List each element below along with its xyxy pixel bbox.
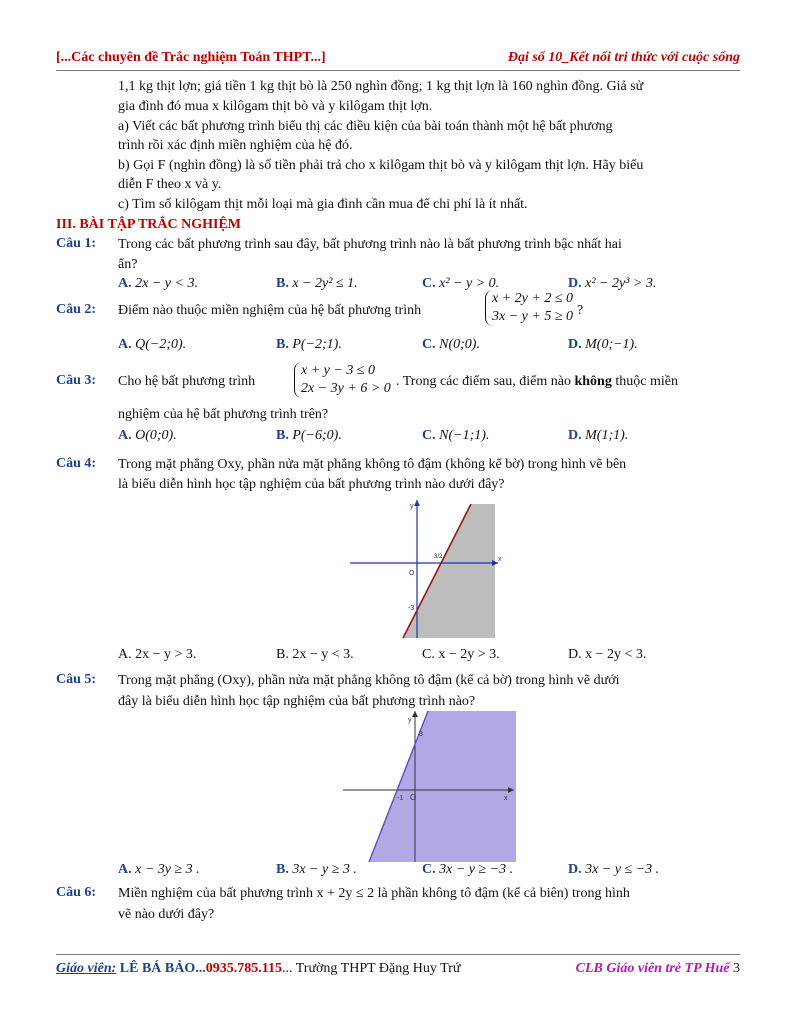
q6-number: Câu 6: <box>56 885 97 900</box>
q1-option-c-label: C. <box>422 276 436 291</box>
q4-text-1: Trong mặt phẳng Oxy, phần nửa mặt phẳng không tô đậm (không kể bờ) trong hình vẽ bên <box>118 457 627 472</box>
q2-system-eq2: 3x − y + 5 ≥ 0 <box>492 309 574 324</box>
q2-number: Câu 2: <box>56 302 97 317</box>
intro-line-5: b) Gọi F (nghìn đồng) là số tiền phải trả cho x kilôgam thịt bò và y kilôgam thịt lợn. Hãy biểu <box>118 158 644 173</box>
q3-option-a-text: O(0;0). <box>135 428 177 443</box>
q3-text-2: nghiệm của hệ bất phương trình trên? <box>118 407 329 422</box>
q5-x-tick-label: -1 <box>397 795 404 802</box>
q2-option-a-label: A. <box>118 337 132 352</box>
q3-option-c[interactable] <box>422 428 489 444</box>
footer-label: Giáo viên: <box>56 961 117 976</box>
section-title: III. BÀI TẬP TRẮC NGHIỆM <box>56 217 242 232</box>
q5-option-d[interactable] <box>568 862 659 878</box>
q5-y-tick-label: 3 <box>419 731 423 738</box>
q3-option-b-text: P(−6;0). <box>292 428 342 443</box>
q4-y-label: y <box>410 503 414 510</box>
footer-phone: 0935.785.115 <box>205 961 282 976</box>
q5-option-c[interactable] <box>422 862 513 878</box>
q1-option-b[interactable] <box>276 276 358 292</box>
q2-option-a[interactable] <box>118 337 186 353</box>
q5-shaded-region <box>369 711 516 862</box>
q5-y-arrow-icon <box>412 711 418 717</box>
q4-option-c[interactable]: C. x − 2y > 3. <box>422 647 500 662</box>
q5-option-b[interactable] <box>276 862 357 878</box>
q1-text-1: Trong các bất phương trình sau đây, bất phương trình nào là bất phương trình bậc nhất hai <box>118 237 622 252</box>
footer-club: CLB Giáo viên trẻ TP Huế <box>575 961 730 976</box>
q1-option-c-text: x² − y > 0. <box>439 276 500 291</box>
q5-text-1: Trong mặt phẳng (Oxy), phần nửa mặt phẳng không tô đậm (kể cả bờ) trong hình vẽ dưới <box>118 673 620 688</box>
intro-line-2: gia đình đó mua x kilôgam thịt bò và y kilôgam thịt lợn. <box>118 99 433 114</box>
q3-system-eq2: 2x − 3y + 6 > 0 <box>301 381 391 396</box>
q5-option-a-label: A. <box>118 862 132 877</box>
q2-text: Điểm nào thuộc miền nghiệm của hệ bất phương trình <box>118 303 422 318</box>
q5-option-d-text: 3x − y ≤ −3 . <box>585 862 660 877</box>
header-series-title: [...Các chuyên đề Trắc nghiệm Toán THPT...] <box>56 50 326 65</box>
intro-line-4: trình rồi xác định miền nghiệm của hệ đó. <box>118 138 353 153</box>
q3-option-b-label: B. <box>276 428 289 443</box>
q3-option-d[interactable] <box>568 428 628 444</box>
q4-option-d[interactable]: D. x − 2y < 3. <box>568 647 647 662</box>
q4-option-a[interactable]: A. 2x − y > 3. <box>118 647 197 662</box>
q3-text-bold: không <box>574 374 612 389</box>
q5-graph <box>338 708 523 864</box>
page-header <box>56 50 740 71</box>
q1-number: Câu 1: <box>56 236 97 251</box>
q4-origin-label: O <box>409 570 415 577</box>
q2-option-d[interactable] <box>568 337 638 353</box>
q2-system <box>485 290 573 326</box>
q2-option-b[interactable] <box>276 337 342 353</box>
footer-right <box>576 961 740 977</box>
q2-option-b-label: B. <box>276 337 289 352</box>
q2-option-a-text: Q(−2;0). <box>135 337 187 352</box>
q5-option-b-text: 3x − y ≥ 3 . <box>292 862 357 877</box>
q5-option-a-text: x − 3y ≥ 3 . <box>135 862 200 877</box>
intro-line-1: 1,1 kg thịt lợn; giá tiền 1 kg thịt bò là 250 nghìn đồng; 1 kg thịt lợn là 160 nghìn đồng. Giả sử <box>118 79 644 94</box>
q1-text-2: ẩn? <box>118 257 138 272</box>
q1-option-c[interactable] <box>422 276 499 292</box>
q5-y-label: y <box>408 717 412 724</box>
q3-option-b[interactable] <box>276 428 342 444</box>
q4-y-arrow-icon <box>414 500 420 506</box>
q2-question-mark: ? <box>577 303 584 318</box>
page-number: 3 <box>733 961 740 976</box>
q2-option-d-label: D. <box>568 337 582 352</box>
q4-graph <box>350 498 500 640</box>
q3-option-a[interactable] <box>118 428 177 444</box>
q4-x-tick-label: 3/2 <box>434 554 443 560</box>
q5-origin-label: O <box>410 793 417 802</box>
q3-number: Câu 3: <box>56 373 97 388</box>
intro-line-6: diễn F theo x và y. <box>118 177 222 192</box>
q5-number: Câu 5: <box>56 672 97 687</box>
intro-line-3: a) Viết các bất phương trình biểu thị các điều kiện của bài toán thành một hệ bất phương <box>118 119 613 134</box>
q1-option-a[interactable] <box>118 276 198 292</box>
q3-option-d-text: M(1;1). <box>585 428 629 443</box>
q6-text-2: vẽ nào dưới đây? <box>118 907 215 922</box>
q2-system-eq1: x + 2y + 2 ≤ 0 <box>492 291 574 306</box>
q3-text-post-2: thuộc miền <box>615 374 678 389</box>
page-footer <box>56 954 740 977</box>
q3-option-a-label: A. <box>118 428 132 443</box>
footer-teacher-name: LÊ BÁ BẢO... <box>119 961 206 976</box>
q5-option-c-text: 3x − y ≥ −3 . <box>439 862 514 877</box>
q3-option-c-label: C. <box>422 428 436 443</box>
q4-x-label: x <box>498 556 502 563</box>
q5-option-c-label: C. <box>422 862 436 877</box>
q4-text-2: là biểu diễn hình học tập nghiệm của bất phương trình nào dưới đây? <box>118 477 505 492</box>
q4-option-b[interactable]: B. 2x − y < 3. <box>276 647 354 662</box>
q1-option-d[interactable] <box>568 276 656 292</box>
q3-option-d-label: D. <box>568 428 582 443</box>
q1-option-a-label: A. <box>118 276 132 291</box>
q2-option-d-text: M(0;−1). <box>585 337 638 352</box>
q1-option-b-text: x − 2y² ≤ 1. <box>292 276 358 291</box>
q5-option-d-label: D. <box>568 862 582 877</box>
header-book-title: Đại số 10_Kết nối tri thức với cuộc sống <box>507 50 740 65</box>
q1-option-d-label: D. <box>568 276 582 291</box>
q2-option-c-text: N(0;0). <box>439 337 480 352</box>
intro-line-7: c) Tìm số kilôgam thịt mỗi loại mà gia đình cần mua để chi phí là ít nhất. <box>118 197 528 212</box>
q3-text-post-1: . Trong các điểm sau, điểm nào <box>396 374 571 389</box>
q5-option-b-label: B. <box>276 862 289 877</box>
q3-system <box>294 362 391 398</box>
q1-option-b-label: B. <box>276 276 289 291</box>
q4-number: Câu 4: <box>56 456 97 471</box>
q6-text-1: Miền nghiệm của bất phương trình x + 2y ≤ 2 là phần không tô đậm (kể cả biên) trong hình <box>118 886 630 901</box>
q5-text-2: đây là biểu diễn hình học tập nghiệm của bất phương trình nào? <box>118 694 476 709</box>
q5-option-a[interactable] <box>118 862 200 878</box>
q3-option-c-text: N(−1;1). <box>439 428 490 443</box>
q2-option-c-label: C. <box>422 337 436 352</box>
q3-text-post <box>396 373 678 391</box>
footer-school: ... Trường THPT Đặng Huy Trứ <box>281 961 461 976</box>
q2-option-c[interactable] <box>422 337 480 353</box>
q3-system-eq1: x + y − 3 ≤ 0 <box>301 363 376 378</box>
q2-option-b-text: P(−2;1). <box>292 337 342 352</box>
q1-option-a-text: 2x − y < 3. <box>135 276 198 291</box>
q1-option-d-text: x² − 2y³ > 3. <box>585 276 657 291</box>
q5-x-label: x <box>504 795 508 802</box>
q4-y-tick-label: -3 <box>408 605 415 612</box>
q3-text-pre: Cho hệ bất phương trình <box>118 374 256 389</box>
